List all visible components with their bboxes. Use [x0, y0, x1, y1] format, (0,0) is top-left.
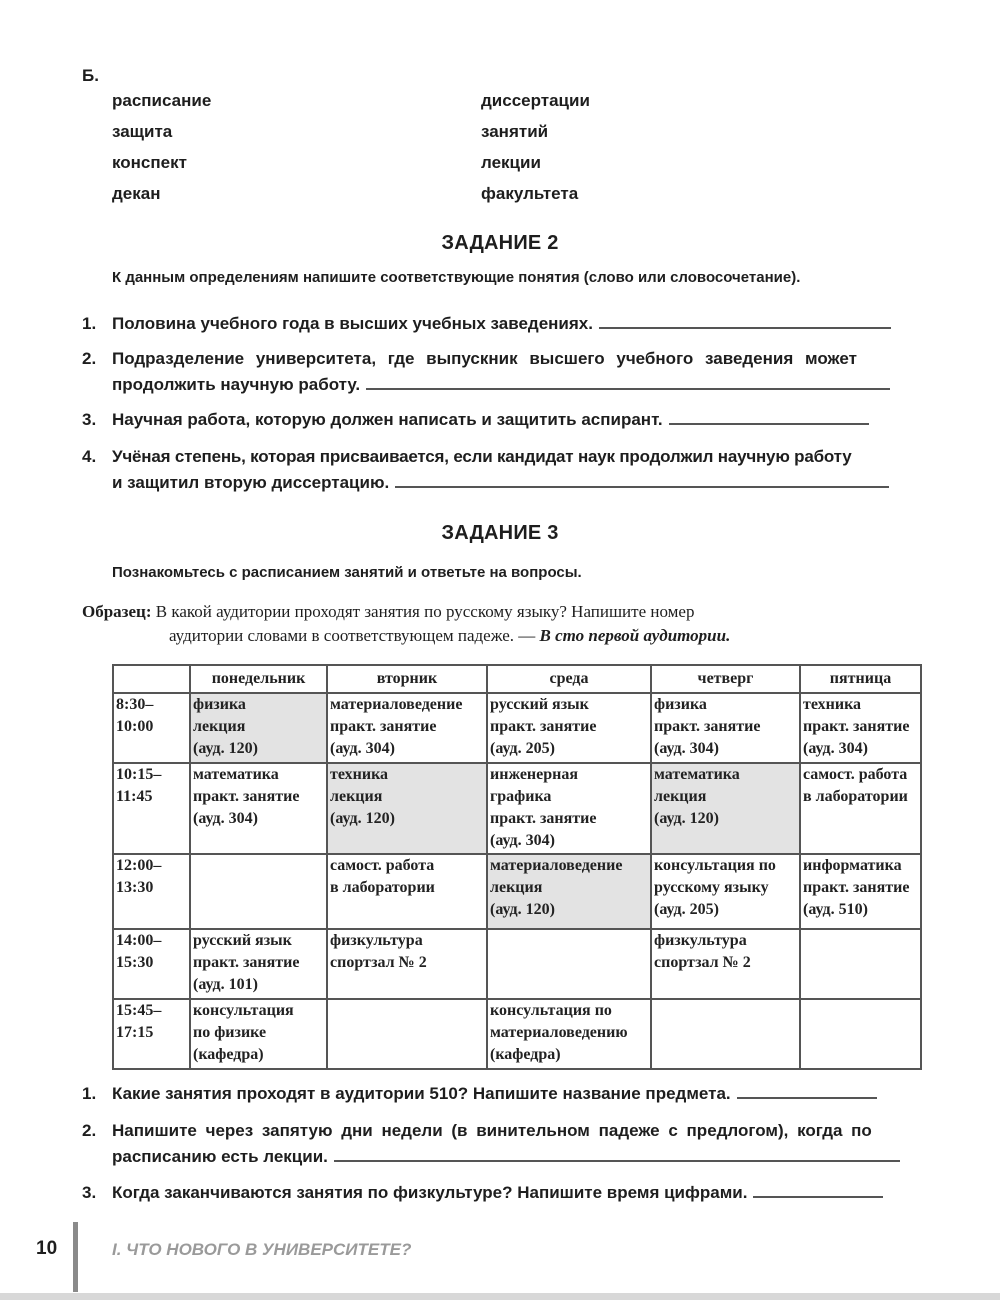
schedule-table [112, 664, 922, 1070]
class-cell [487, 693, 651, 763]
class-cell [327, 693, 487, 763]
word-right-3: лекции [481, 153, 541, 172]
cell-text: математика [654, 766, 740, 783]
day-header: вторник [327, 665, 487, 693]
time-slot-cell [113, 763, 190, 854]
time-text: 11:45 [116, 788, 153, 805]
corner-cell [113, 665, 190, 693]
cell-text: (ауд. 101) [193, 976, 258, 993]
lecture-cell [487, 854, 651, 929]
cell-text: математика [193, 766, 279, 783]
question-text-line2: и защитил вторую диссертацию. [112, 473, 390, 492]
day-header: пятница [800, 665, 921, 693]
cell-text: материаловедение [330, 696, 463, 713]
question-number: 4. [82, 447, 97, 466]
page-number: 10 [36, 1238, 58, 1259]
question-text-line2: продолжить научную работу. [112, 375, 361, 394]
schedule-row [113, 929, 921, 999]
empty-cell [487, 929, 651, 999]
cell-text: физика [193, 696, 246, 713]
question-number: 1. [82, 314, 97, 333]
cell-text: практ. занятие [490, 718, 597, 735]
task2-instruction: К данным определениям напишите соответствующие понятия (слово или словосочетание). [112, 269, 801, 286]
cell-text: лекция [490, 879, 543, 896]
cell-text: инженерная [490, 766, 579, 783]
answer-line-1[interactable] [599, 326, 891, 329]
cell-text: практ. занятие [330, 718, 437, 735]
time-slot-cell [113, 693, 190, 763]
time-text: 12:00– [116, 857, 162, 874]
cell-text: консультация по [654, 857, 776, 874]
chapter-title: I. ЧТО НОВОГО В УНИВЕРСИТЕТЕ? [112, 1240, 412, 1259]
lecture-cell [327, 763, 487, 854]
empty-cell [651, 999, 800, 1069]
question-text-line2: расписанию есть лекции. [112, 1147, 328, 1166]
cell-text: техника [330, 766, 389, 783]
time-slot-cell [113, 929, 190, 999]
task3-question-2 [82, 1118, 922, 1170]
time-slot-cell [113, 854, 190, 929]
cell-text: лекция [654, 788, 707, 805]
empty-cell [800, 999, 921, 1069]
schedule-row [113, 693, 921, 763]
cell-text: самост. работа [803, 766, 908, 783]
cell-text: графика [490, 788, 552, 805]
class-cell [487, 999, 651, 1069]
lecture-cell [651, 763, 800, 854]
question-text: Какие занятия проходят в аудитории 510? Напишите название предмета. [112, 1084, 731, 1103]
cell-text: русский язык [490, 696, 589, 713]
task2-question-4 [82, 444, 922, 496]
cell-text: спортзал № 2 [654, 954, 751, 971]
cell-text: русский язык [193, 932, 292, 949]
time-text: 13:30 [116, 879, 154, 896]
class-cell [487, 763, 651, 854]
empty-cell [800, 929, 921, 999]
cell-text: (ауд. 510) [803, 901, 868, 918]
class-cell [651, 693, 800, 763]
question-number: 3. [82, 410, 97, 429]
question-text-line1: Подразделение университета, где выпускник высшего учебного заведения может [112, 349, 857, 368]
schedule-header-row [113, 665, 921, 693]
schedule-row [113, 999, 921, 1069]
task3-question-1 [82, 1081, 922, 1107]
day-header: четверг [651, 665, 800, 693]
class-cell [651, 929, 800, 999]
cell-text: (ауд. 120) [654, 810, 719, 827]
day-header: понедельник [190, 665, 327, 693]
task3-question-3 [82, 1180, 922, 1206]
cell-text: консультация по [490, 1002, 612, 1019]
sample-answer: В сто первой аудитории. [539, 626, 731, 645]
cell-text: в лаборатории [803, 788, 908, 805]
word-left-3: конспект [112, 153, 187, 172]
cell-text: (ауд. 304) [803, 740, 868, 757]
cell-text: лекция [193, 718, 246, 735]
cell-text: (ауд. 205) [654, 901, 719, 918]
answer-line-3[interactable] [669, 422, 869, 425]
word-right-2: занятий [481, 122, 549, 141]
cell-text: физкультура [330, 932, 423, 949]
question-text: Научная работа, которую должен написать и защитить аспирант. [112, 410, 663, 429]
task2-question-2 [82, 346, 922, 398]
cell-text: техника [803, 696, 862, 713]
cell-text: (ауд. 304) [193, 810, 258, 827]
sample-line1: В какой аудитории проходят занятия по русскому языку? Напишите номер [155, 602, 695, 621]
class-cell [651, 854, 800, 929]
sample-line2: аудитории словами в соответствующем падеже. — [169, 626, 540, 645]
question-number: 1. [82, 1084, 97, 1103]
empty-cell [190, 854, 327, 929]
question-number: 3. [82, 1183, 97, 1202]
answer-line-2[interactable] [366, 387, 890, 390]
cell-text: (ауд. 304) [490, 832, 555, 849]
cell-text: материаловедению [490, 1024, 628, 1041]
class-cell [190, 929, 327, 999]
cell-text: по физике [193, 1024, 267, 1041]
class-cell [190, 999, 327, 1069]
answer-line-5[interactable] [737, 1096, 877, 1099]
class-cell [327, 854, 487, 929]
cell-text: информатика [803, 857, 902, 874]
task2-question-3 [82, 407, 922, 433]
time-text: 17:15 [116, 1024, 154, 1041]
task3-instruction: Познакомьтесь с расписанием занятий и ответьте на вопросы. [112, 564, 582, 581]
answer-line-4[interactable] [395, 485, 889, 488]
cell-text: (ауд. 205) [490, 740, 555, 757]
cell-text: в лаборатории [330, 879, 435, 896]
bottom-page-edge [0, 1293, 1000, 1300]
cell-text: практ. занятие [193, 954, 300, 971]
cell-text: физика [654, 696, 707, 713]
question-text: Половина учебного года в высших учебных заведениях. [112, 314, 593, 333]
cell-text: русскому языку [654, 879, 769, 896]
cell-text: (ауд. 120) [193, 740, 258, 757]
cell-text: материаловедение [490, 857, 623, 874]
task2-title: ЗАДАНИЕ 2 [441, 232, 559, 254]
sample-block [82, 600, 882, 648]
time-text: 10:00 [116, 718, 154, 735]
time-text: 10:15– [116, 766, 162, 783]
cell-text: (ауд. 304) [654, 740, 719, 757]
question-text-line1: Напишите через запятую дни недели (в винительном падеже с предлогом), когда по [112, 1121, 872, 1140]
cell-text: физкультура [654, 932, 747, 949]
word-right-4: факультета [481, 184, 579, 203]
cell-text: практ. занятие [803, 718, 910, 735]
answer-line-7[interactable] [753, 1195, 883, 1198]
schedule-row [113, 854, 921, 929]
cell-text: лекция [330, 788, 383, 805]
answer-line-6[interactable] [334, 1159, 900, 1162]
lecture-cell [190, 693, 327, 763]
class-cell [327, 929, 487, 999]
time-text: 8:30– [116, 696, 154, 713]
cell-text: (ауд. 304) [330, 740, 395, 757]
day-header: среда [487, 665, 651, 693]
time-text: 15:30 [116, 954, 154, 971]
class-cell [800, 693, 921, 763]
question-text: Когда заканчиваются занятия по физкультуре? Напишите время цифрами. [112, 1183, 748, 1202]
word-left-2: защита [112, 122, 173, 141]
time-text: 14:00– [116, 932, 162, 949]
cell-text: консультация [193, 1002, 294, 1019]
empty-cell [327, 999, 487, 1069]
class-cell [190, 763, 327, 854]
cell-text: практ. занятие [490, 810, 597, 827]
cell-text: практ. занятие [193, 788, 300, 805]
cell-text: практ. занятие [654, 718, 761, 735]
question-number: 2. [82, 349, 97, 368]
task3-title: ЗАДАНИЕ 3 [441, 522, 559, 544]
schedule-row [113, 763, 921, 854]
cell-text: практ. занятие [803, 879, 910, 896]
cell-text: (кафедра) [490, 1046, 561, 1063]
time-text: 15:45– [116, 1002, 162, 1019]
cell-text: (кафедра) [193, 1046, 264, 1063]
footer-divider [73, 1222, 78, 1292]
word-right-1: диссертации [481, 91, 590, 110]
cell-text: спортзал № 2 [330, 954, 427, 971]
word-left-4: декан [112, 184, 161, 203]
cell-text: (ауд. 120) [330, 810, 395, 827]
question-text-line1: Учёная степень, которая присваивается, если кандидат наук продолжил научную работу [112, 447, 852, 466]
task2-question-1 [82, 311, 922, 337]
cell-text: (ауд. 120) [490, 901, 555, 918]
word-left-1: расписание [112, 91, 212, 110]
class-cell [800, 854, 921, 929]
section-b-label: Б. [82, 66, 99, 85]
cell-text: самост. работа [330, 857, 435, 874]
time-slot-cell [113, 999, 190, 1069]
sample-label: Образец: [82, 602, 152, 621]
class-cell [800, 763, 921, 854]
question-number: 2. [82, 1121, 97, 1140]
